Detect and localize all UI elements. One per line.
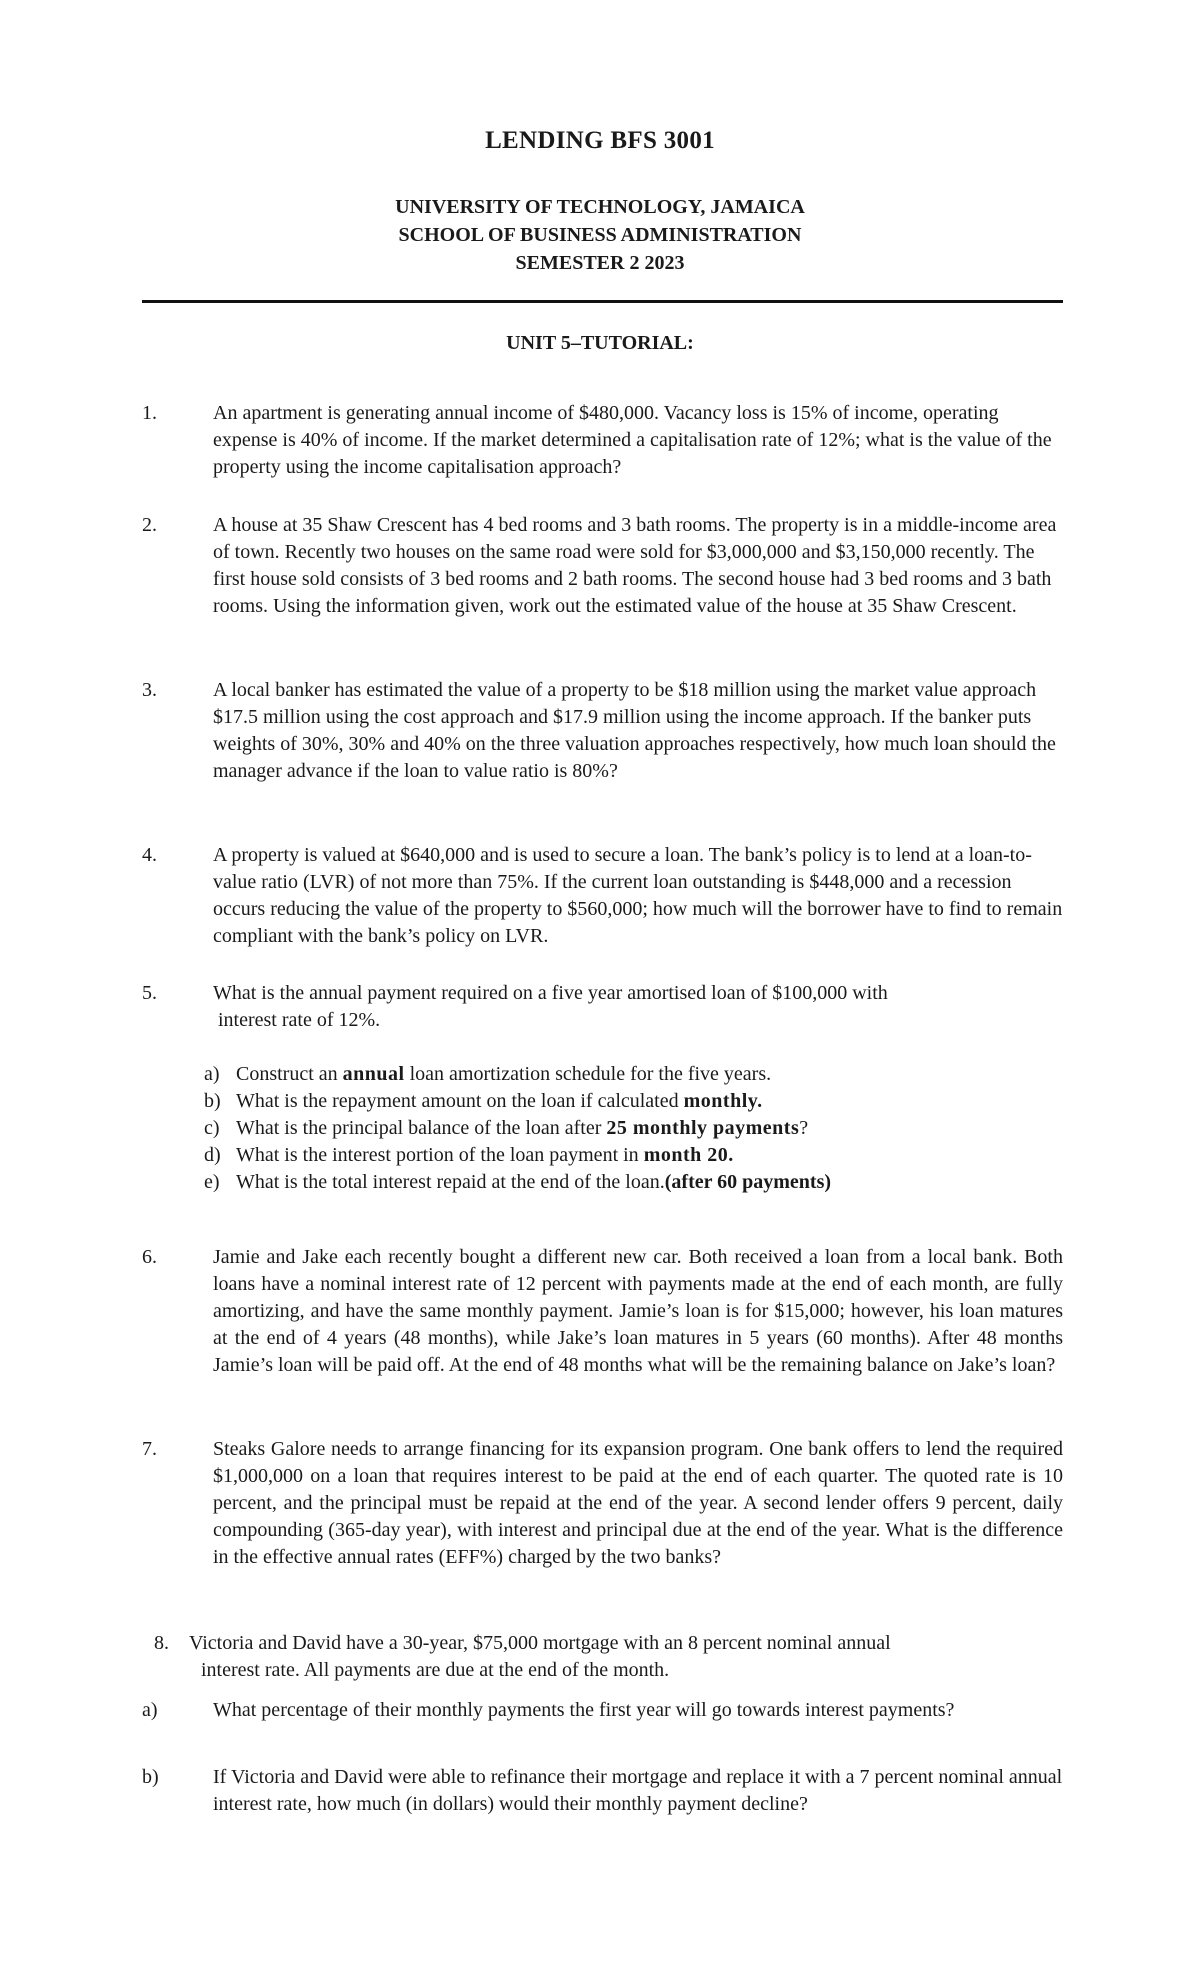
sub-question-emphasis: month 20. <box>643 1144 734 1166</box>
sub-question-label: a) <box>142 1699 158 1721</box>
question-line: interest rate of 12%. <box>218 1009 381 1031</box>
question-6 <box>142 1244 1063 1379</box>
question-text: Steaks Galore needs to arrange financing for its expansion program. One bank offers to lend the required $1,000,000 on a loan that requires interest to be paid at the end of each quarter. The quoted rate is 10 percent, and the principal must be repaid at the end of the year. A second lender offers 9 percent, daily compounding (365-day year), with interest and principal due at the end of the year. What is the difference in the effective annual rates (EFF%) charged by the two banks? <box>213 1438 1063 1568</box>
sub-question-text: What is the total interest repaid at the end of the loan. <box>236 1171 665 1193</box>
question-8-part-b <box>142 1764 1063 1818</box>
question-2 <box>142 512 1063 620</box>
question-number: 7. <box>142 1438 157 1460</box>
question-number: 6. <box>142 1246 157 1268</box>
sub-question-emphasis: (after 60 payments) <box>664 1171 832 1193</box>
sub-question <box>204 1088 1064 1115</box>
sub-question-label: b) <box>204 1090 221 1112</box>
question-line: Victoria and David have a 30-year, $75,000 mortgage with an 8 percent nominal annual <box>189 1632 891 1654</box>
sub-question-text: loan amortization schedule for the five years. <box>404 1063 772 1085</box>
question-number: 3. <box>142 679 157 701</box>
sub-question-text: If Victoria and David were able to refinance their mortgage and replace it with a 7 percent nominal annual interest rate, how much (in dollars) would their monthly payment decline? <box>213 1766 1063 1815</box>
header-divider <box>142 300 1063 303</box>
question-4 <box>142 842 1063 950</box>
sub-question-emphasis: monthly. <box>683 1090 763 1112</box>
sub-question-text: What is the repayment amount on the loan if calculated <box>236 1090 684 1112</box>
question-number: 4. <box>142 844 157 866</box>
sub-question-emphasis: 25 monthly payments <box>606 1117 800 1139</box>
question-number: 1. <box>142 402 157 424</box>
question-8-part-a <box>142 1697 1063 1724</box>
question-line: interest rate. All payments are due at the end of the month. <box>201 1659 670 1681</box>
question-number: 2. <box>142 514 157 536</box>
question-text <box>213 980 1063 1034</box>
school-name: SCHOOL OF BUSINESS ADMINISTRATION <box>398 224 802 246</box>
sub-question-label: d) <box>204 1144 221 1166</box>
course-title: LENDING BFS 3001 <box>485 127 715 154</box>
question-line: What is the annual payment required on a five year amortised loan of $100,000 with <box>213 982 888 1004</box>
question-number: 8. <box>154 1632 169 1654</box>
sub-question <box>204 1142 1064 1169</box>
sub-question-text: Construct an <box>236 1063 343 1085</box>
question-number: 5. <box>142 982 157 1004</box>
question-7 <box>142 1436 1063 1571</box>
question-text <box>189 1630 1051 1684</box>
semester-label: SEMESTER 2 2023 <box>515 252 685 274</box>
question-1 <box>142 400 1063 481</box>
sub-question-text: What percentage of their monthly payments the first year will go towards interest payments? <box>213 1699 955 1721</box>
unit-heading: UNIT 5–TUTORIAL: <box>506 332 694 354</box>
sub-question-label: a) <box>204 1063 220 1085</box>
question-text: Jamie and Jake each recently bought a different new car. Both received a loan from a local bank. Both loans have a nominal interest rate of 12 percent with payments made at the end of each month, are fully amortizing, and have the same monthly payment. Jamie’s loan is for $15,000; however, his loan matures at the end of 4 years (48 months), while Jake’s loan matures in 5 years (60 months). After 48 months Jamie’s loan will be paid off. At the end of 48 months what will be the remaining balance on Jake’s loan? <box>213 1246 1063 1376</box>
question-8 <box>142 1630 1063 1684</box>
sub-question-text: What is the interest portion of the loan payment in <box>236 1144 644 1166</box>
sub-question-emphasis: annual <box>342 1063 405 1085</box>
question-text: A property is valued at $640,000 and is used to secure a loan. The bank’s policy is to lend at a loan-to-value ratio (LVR) of not more than 75%. If the current loan outstanding is $448,000 and a recession occurs reducing the value of the property to $560,000; how much will the borrower have to find to remain compliant with the bank’s policy on LVR. <box>213 844 1063 947</box>
sub-question-text: ? <box>799 1117 809 1139</box>
question-5-parts <box>204 1061 1064 1196</box>
question-5 <box>142 980 1063 1034</box>
sub-question-label: c) <box>204 1117 220 1139</box>
sub-question <box>204 1115 1064 1142</box>
question-text: A local banker has estimated the value of a property to be $18 million using the market value approach $17.5 million using the cost approach and $17.9 million using the income approach. If the banker puts weights of 30%, 30% and 40% on the three valuation approaches respectively, how much loan should the manager advance if the loan to value ratio is 80%? <box>213 679 1056 782</box>
university-name: UNIVERSITY OF TECHNOLOGY, JAMAICA <box>395 196 805 218</box>
question-text: A house at 35 Shaw Crescent has 4 bed rooms and 3 bath rooms. The property is in a middle-income area of town. Recently two houses on the same road were sold for $3,000,000 and $3,150,000 recently. The first house sold consists of 3 bed rooms and 2 bath rooms. The second house had 3 bed rooms and 3 bath rooms. Using the information given, work out the estimated value of the house at 35 Shaw Crescent. <box>213 514 1057 617</box>
sub-question <box>204 1169 1064 1196</box>
question-text: An apartment is generating annual income of $480,000. Vacancy loss is 15% of income, operating expense is 40% of income. If the market determined a capitalisation rate of 12%; what is the value of the property using the income capitalisation approach? <box>213 402 1052 478</box>
sub-question-text: What is the principal balance of the loan after <box>236 1117 607 1139</box>
sub-question <box>204 1061 1064 1088</box>
question-3 <box>142 677 1063 785</box>
sub-question-label: e) <box>204 1171 220 1193</box>
sub-question-label: b) <box>142 1766 159 1788</box>
